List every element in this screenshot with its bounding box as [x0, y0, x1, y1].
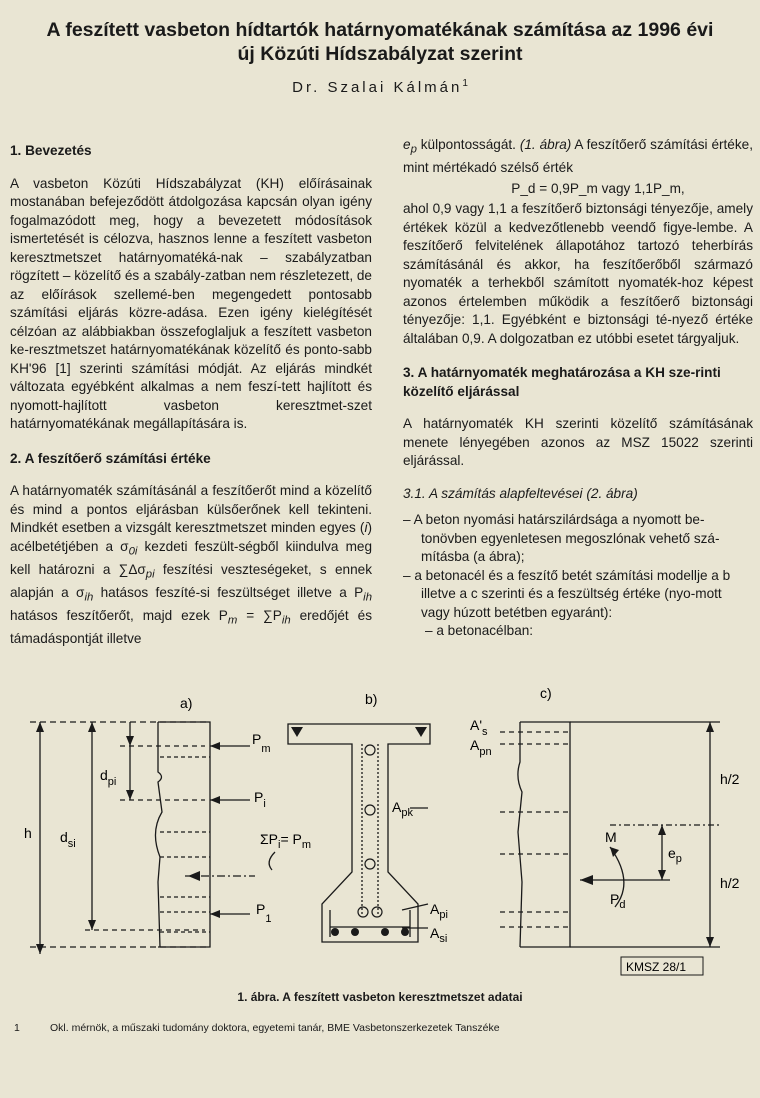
footnote	[14, 1022, 754, 1034]
figure-label-b: b)	[365, 691, 378, 707]
section-2-heading: 2. A feszítőerő számítási értéke	[10, 450, 211, 466]
figure-stamp: KMSZ 28/1	[626, 960, 687, 974]
figure-1-drawing	[10, 682, 750, 982]
figure-1	[10, 682, 750, 982]
author	[0, 78, 760, 96]
label-dsi: $d_{si}$	[60, 829, 76, 850]
assumption-item-3: – a betonacélban:	[425, 623, 534, 639]
label-ep: $e_p$	[668, 845, 682, 865]
label-p1: $P_1$	[256, 901, 272, 925]
label-h-half-top: h/2	[720, 771, 740, 787]
figure-caption: 1. ábra. A feszített vasbeton keresztmetszet adatai	[237, 990, 523, 1004]
design-force-formula: P_d = 0,9P_m vagy 1,1P_m,	[511, 180, 685, 196]
figure-label-c: c)	[540, 685, 552, 701]
label-asi: $A_{si}$	[430, 925, 448, 945]
label-dpi: $d_{pi}$	[100, 767, 117, 788]
figure-label-a: a)	[180, 695, 193, 711]
label-moment: M	[605, 829, 617, 845]
safety-factor-paragraph: ahol 0,9 vagy 1,1 a feszítőerő biztonsági tényezője, amely értékek közül a kedvezőtlenebb veendő figye-lembe. A feszítőerő felvitelének állapotához tartozó teherbírás számításánál és akkor, ha feszítőerőből származó nyomaték a terhekből számított nyomaték-hoz képest azonos értelemben működik a feszítőerő biztonsági tényezője: 1,1. Egyébként e biztonsági té-nyező értéke általában 0,9. A dolgozatban ez utóbbi esetet tárgyaljuk.	[403, 201, 753, 346]
section-1-heading: 1. Bevezetés	[10, 143, 92, 158]
label-as: $A'_s$	[470, 717, 488, 738]
footnote-number: 1	[14, 1022, 20, 1034]
author-footnote-mark: 1	[462, 78, 468, 89]
label-sum-p: $\Sigma P_i= P_m$	[260, 831, 312, 851]
assumption-item-2: – a betonacél és a feszítő betét számítási modellje a b illetve a c szerinti és a feszültség értéke (nyo-mott vagy húzott betétben egyaránt):	[403, 567, 731, 620]
label-apn: $A_{pn}$	[470, 737, 492, 758]
title-line-2: új Közúti Hídszabályzat szerint	[237, 43, 523, 65]
section-1-paragraph: A vasbeton Közúti Hídszabályzat (KH) előírásainak mostanában befejeződött átdolgozása kapcsán olyan igény fogalmazódott meg, hogy a bevezetett módosítások ismertetését is célozva, hasznos lenne a feszített vasbeton keresztmetszet határnyomatéká-nak – szabályzatban rögzített – közelítő és a szabály-zatban nem részletezett, de az előírások szellemé-ben megengedett pontosabb számítási eljárás közre-adása. Ezen igény kielégítését célzóan az alábbiakban összefoglaljuk a feszített vasbeton ke-resztmetszet határnyomatékának közelítő és ponto-sabb KH'96 [1] szerinti számítási módját. Az eljárás mindkét változata egyébként alkalmas a nem feszí-tett hajlított és nyomott-hajlított vasbeton keresztmet-szet határnyomatékának megállapítására is.	[10, 175, 372, 431]
page-title	[0, 18, 760, 66]
author-name: Dr. Szalai Kálmán	[292, 79, 463, 96]
section-2-paragraph: A határnyomaték számításánál a feszítőerőt mind a közelítő és mind a pontos eljárásban külsőerőnek kell tekinteni. Mindkét esetben a vizsgált keresztmetszet minden egyes (i) acélbetétjében a $\sigma_{0i}$ kezdeti feszült-ségből kiindulva meg kell határozni a $\sum\Delta\sigma_{pi}$ feszítési veszteségeket, s ennek alapján a $\sigma_{ih}$ hatásos feszíté-si feszültséget illetve a $P_{ih}$ hatásos feszítőerőt, majd ezek $P_m = \sum P_{ih}$ eredőjét és támadáspontját illetve	[10, 483, 373, 647]
tendon-symbols	[358, 745, 382, 917]
label-pd: $P_d$	[610, 891, 626, 911]
eccentricity-paragraph: $e_p$ külpontosságát. (1. ábra) A feszítőerő számítási értéke, mint mértékadó szélső érték	[403, 137, 754, 176]
label-apk: $A_{pk}$	[392, 799, 413, 819]
section-3-1-heading: 3.1. A számítás alapfeltevései (2. ábra)	[403, 485, 638, 501]
right-column	[403, 136, 753, 641]
title-line-1: A feszített vasbeton hídtartók határnyomatékának számítása az 1996 évi	[46, 19, 714, 41]
assumption-item-1: – A beton nyomási határszilárdsága a nyomott be-tonövben egyenletesen megoszlónak vehető szá-mításba (a ábra);	[403, 512, 720, 565]
left-column	[10, 142, 372, 649]
section-3-paragraph: A határnyomaték KH szerinti közelítő számításának menete lényegében azonos az MSZ 15022 szerinti eljárással.	[403, 416, 753, 469]
footnote-text: Okl. mérnök, a műszaki tudomány doktora, egyetemi tanár, BME Vasbetonszerkezetek Tanszéke	[50, 1022, 500, 1034]
section-3-heading: 3. A határnyomaték meghatározása a KH sze-rinti közelítő eljárással	[403, 365, 721, 399]
label-api: $A_{pi}$	[430, 901, 448, 921]
label-pi: $P_i$	[254, 789, 266, 810]
label-h-half-bottom: h/2	[720, 875, 740, 891]
label-pm: $P_m$	[252, 731, 271, 755]
label-h: h	[24, 825, 32, 841]
